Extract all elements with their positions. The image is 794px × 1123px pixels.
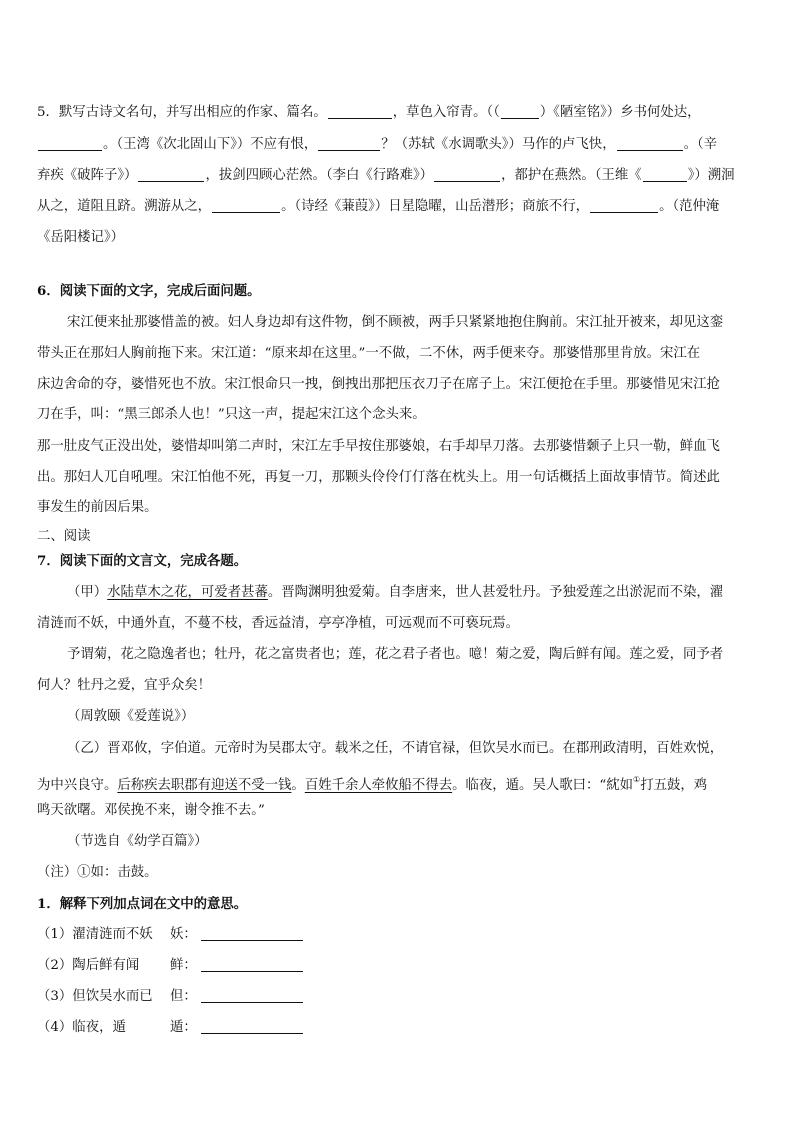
blank [138, 167, 204, 182]
item-word: 遁： [170, 1020, 197, 1035]
item-prompt: （3）但饮吴水而已 [37, 989, 153, 1004]
blank [328, 104, 392, 119]
q5-text: ，拔剑四顾心茫然。（李白《行路难》） [205, 168, 434, 183]
q6-paragraph-line: 刀在手，叫：“黑三郎杀人也！”只这一声，提起宋江这个念头来。 [37, 407, 426, 422]
q7-text-a-line [67, 583, 723, 603]
q6-paragraph-line: 事发生的前因后果。 [37, 500, 158, 515]
q5-text: 5．默写古诗文名句，并写出相应的作家、篇名。 [37, 105, 327, 120]
blank [212, 198, 280, 213]
answer-row [37, 956, 303, 976]
q5-text: 从之，道阻且跻。溯游从之， [37, 199, 212, 214]
underlined-sentence: 水陆草木之花，可爱者甚蕃 [107, 585, 268, 600]
q7-text: 打五鼓，鸡 [640, 778, 708, 793]
q7-text-a-line: 清涟而不妖，中通外直，不蔓不枝，香远益清，亭亭净植，可远观而不可亵玩焉。 [37, 616, 520, 631]
blank [38, 136, 102, 151]
underlined-sentence: 百姓千余人牵攸船不得去 [304, 778, 453, 793]
q5-text: 。（诗经《蒹葭》）日星隐曜，山岳潜形；商旅不行， [281, 199, 590, 214]
blank [501, 104, 539, 119]
answer-row [37, 1018, 303, 1038]
q7-source-b: （节选自《幼学百篇》） [67, 834, 208, 849]
item-word: 但： [170, 989, 197, 1004]
blank [318, 136, 380, 151]
q5-line-3 [37, 166, 735, 186]
answer-row [37, 925, 303, 945]
q6-paragraph-line: 那一肚皮气正没出处，婆惜却叫第二声时，宋江左手早按住那婆娘，右手却早刀落。去那婆惜颡子上只一勒，鲜血飞 [37, 439, 720, 454]
q5-text: ，都护在燕然。（王维《 [501, 168, 642, 183]
q7-text: （甲） [67, 585, 108, 600]
q7-text-a-line: 予谓菊，花之隐逸者也；牡丹，花之富贵者也；莲，花之君子者也。噫！菊之爱，陶后鲜有闻。莲之爱，同予者 [67, 647, 724, 662]
q7-title: 7．阅读下面的文言文，完成各题。 [37, 553, 248, 569]
q5-line-5 [37, 228, 124, 248]
blank [590, 198, 658, 213]
q5-line-1 [37, 103, 701, 123]
q7-text-b-line: （乙）晋邓攸，字伯道。元帝时为吴郡太守。载米之任，不请官禄，但饮吴水而已。在郡刑政清明，百姓欢悦， [67, 741, 724, 756]
q5-text: 弃疾《破阵子》） [37, 168, 138, 183]
q7-source-a: （周敦颐《爱莲说》） [67, 709, 195, 724]
q5-text: 》）溯洄 [687, 168, 735, 183]
q7-text-b-line [37, 770, 707, 796]
q7-subquestion-1: 1．解释下列加点词在文中的意思。 [37, 896, 248, 912]
blank [643, 167, 687, 182]
blank [434, 167, 500, 182]
q5-text: 。（范仲淹 [659, 199, 720, 214]
q7-text: 。晋陶渊明独爱菊。自李唐来，世人甚爱牡丹。予独爱莲之出淤泥而不染，濯 [267, 585, 724, 600]
item-word: 妖： [170, 927, 197, 942]
q5-text: ，草色入帘青。（（ [392, 105, 500, 120]
q5-line-4 [37, 197, 719, 217]
q5-text: ？（苏轼《水调歌头》）马作的卢飞快， [381, 137, 616, 152]
item-prompt: （4）临夜，遁 [37, 1020, 126, 1035]
underlined-sentence: 后称疾去职郡有迎送不受一钱 [117, 778, 292, 793]
q7-text-b-line: 鸣天欲曙。邓侯挽不来，谢令推不去。” [37, 803, 265, 818]
q6-paragraph-line: 宋江便来扯那婆惜盖的被。妇人身边却有这件物，倒不顾被，两手只紧紧地抱住胸前。宋江扯开被来，却见这銮 [67, 315, 724, 330]
answer-blank[interactable] [201, 988, 303, 1003]
q5-text: ）《陋室铭》）乡书何处达， [539, 105, 701, 120]
q7-note: （注）①如：击鼓。 [37, 865, 158, 880]
q7-text-a-line: 何人？牡丹之爱，宜乎众矣！ [37, 678, 212, 693]
item-word: 鲜： [170, 958, 197, 973]
q5-text: 《岳阳楼记》） [37, 230, 125, 245]
answer-blank[interactable] [201, 957, 303, 972]
footnote-marker: ① [633, 775, 641, 784]
item-prompt: （2）陶后鲜有闻 [37, 958, 140, 973]
q5-text: 。（辛 [683, 137, 718, 152]
q7-text: 为中兴良守。 [37, 778, 118, 793]
q5-text: 。（王湾《次北固山下》）不应有恨， [103, 137, 318, 152]
item-prompt: （1）濯清涟而不妖 [37, 927, 153, 942]
answer-blank[interactable] [201, 1019, 303, 1034]
answer-row [37, 987, 303, 1007]
section-heading: 二、阅读 [37, 529, 91, 544]
q5-line-2 [37, 135, 717, 155]
q6-title: 6．阅读下面的文字，完成后面问题。 [37, 283, 261, 299]
blank [617, 136, 683, 151]
q6-paragraph-line: 床边舍命的夺，婆惜死也不放。宋江恨命只一拽，倒拽出那把压衣刀子在席子上。宋江便抢在手里。那婆惜见宋江抢 [37, 377, 720, 392]
q6-paragraph-line: 带头正在那妇人胸前拖下来。宋江道：“原来却在这里。”一不做，二不休，两手便来夺。那婆惜那里肯放。宋江在 [37, 346, 701, 361]
q7-text: 。 [291, 778, 305, 793]
q7-text: 。临夜，遁。吴人歌曰：“紞如 [452, 778, 634, 793]
q6-paragraph-line: 出。那妇人兀自吼哩。宋江怕他不死，再复一刀，那颗头伶伶仃仃落在枕头上。用一句话概括上面故事情节。简述此 [37, 470, 720, 485]
answer-blank[interactable] [201, 926, 303, 941]
